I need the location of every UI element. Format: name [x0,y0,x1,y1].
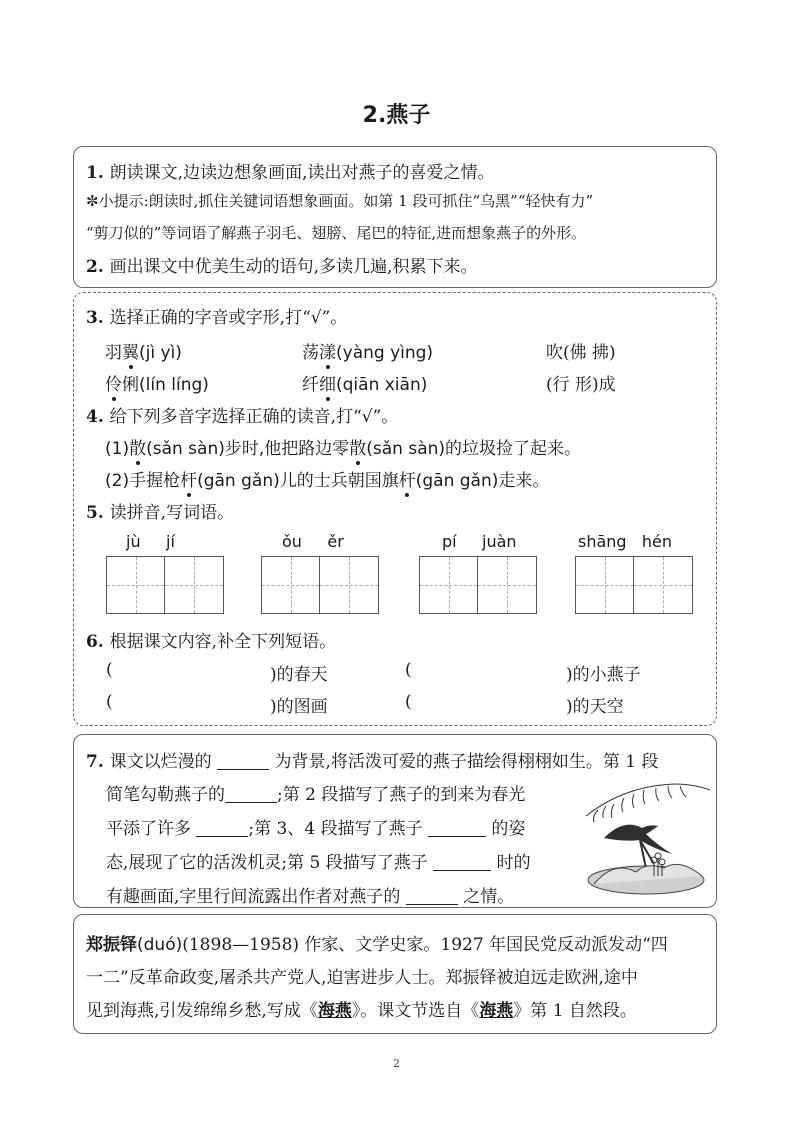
pinyin-3: pí juàn [442,532,517,551]
question-1: 1. 朗读课文,边读边想象画面,读出对燕子的喜爱之情。 [86,163,495,183]
q7-blank-5[interactable] [433,853,491,871]
writing-grid-4[interactable] [575,556,693,614]
q7-blank-4[interactable] [428,819,486,837]
q7-line-3: 平添了许多 ;第 3、4 段描写了燕子 的姿 [106,819,526,839]
pinyin-4: shāng hén [578,532,672,551]
q7-blank-3[interactable] [196,819,248,837]
flower-icon: ✼ [86,192,99,210]
q6-paren-4[interactable]: ( [405,692,412,712]
question-3: 3. 选择正确的字音或字形,打“√”。 [86,308,348,328]
hint-line-1: ✼小提示:朗读时,抓住关键词语想象画面。如第 1 段可抓住“乌黑”“轻快有力” [86,192,594,210]
writing-grid-3[interactable] [419,556,537,614]
pinyin-1: jù jí [126,532,175,551]
swallow-willow-illustration [584,776,712,898]
q6-paren-1[interactable]: ( [106,660,113,680]
q3-item-4[interactable]: 伶俐(lín líng) [105,375,209,395]
q7-blank-1[interactable] [217,752,269,770]
q7-line-2: 简笔勾勒燕子的 ;第 2 段描写了燕子的到来为春光 [106,785,526,805]
q3-item-1[interactable]: 羽翼(jì yì) [105,343,182,363]
q6-phrase-1: )的春天 [270,665,328,685]
pinyin-2: ǒu ěr [282,532,344,551]
page-title: 2.燕子 [362,103,431,128]
q7-line-1: 7. 课文以烂漫的 为背景,将活泼可爱的燕子描绘得栩栩如生。第 1 段 [86,752,659,772]
q6-phrase-4: )的天空 [566,697,624,717]
hint-line-2: “剪刀似的”等词语了解燕子羽毛、翅膀、尾巴的特征,进而想象燕子的外形。 [86,224,587,242]
q3-item-5[interactable]: 纤细(qiān xiān) [302,375,428,395]
q7-line-4: 态,展现了它的活泼机灵;第 5 段描写了燕子 时的 [106,853,531,873]
author-line-3: 见到海燕,引发绵绵乡愁,写成《海燕》。课文节选自《海燕》第 1 自然段。 [86,1001,637,1021]
q6-phrase-3: )的图画 [270,697,328,717]
q3-item-3[interactable]: 吹(佛 拂) [546,343,616,363]
q4-item-1[interactable]: (1)散(sǎn sàn)步时,他把路边零散(sǎn sàn)的垃圾捡了起来。 [105,439,582,459]
author-line-1: 郑振铎(duó)(1898—1958) 作家、文学史家。1927 年国民党反动派发动“四 [86,935,668,955]
q3-item-6[interactable]: (行 形)成 [546,375,616,395]
question-4: 4. 给下列多音字选择正确的读音,打“√”。 [86,407,399,427]
q3-item-2[interactable]: 荡漾(yàng yìng) [302,343,434,363]
question-2: 2. 画出课文中优美生动的语句,多读几遍,积累下来。 [86,257,478,277]
writing-grid-2[interactable] [261,556,379,614]
question-6: 6. 根据课文内容,补全下列短语。 [86,632,337,652]
q4-item-2[interactable]: (2)手握枪杆(gān gǎn)儿的士兵朝国旗杆(gān gǎn)走来。 [105,471,550,491]
q7-blank-6[interactable] [406,887,458,905]
question-5: 5. 读拼音,写词语。 [86,503,235,523]
author-line-2: 一二”反革命政变,屠杀共产党人,迫害进步人士。郑振铎被迫远走欧洲,途中 [86,968,638,988]
q7-blank-2[interactable] [225,785,277,803]
q6-paren-3[interactable]: ( [106,692,113,712]
q7-line-5: 有趣画面,字里行间流露出作者对燕子的 之情。 [106,887,515,907]
page-number: 2 [393,1057,400,1070]
q6-phrase-2: )的小燕子 [566,665,641,685]
q6-paren-2[interactable]: ( [405,660,412,680]
writing-grid-1[interactable] [106,556,224,614]
